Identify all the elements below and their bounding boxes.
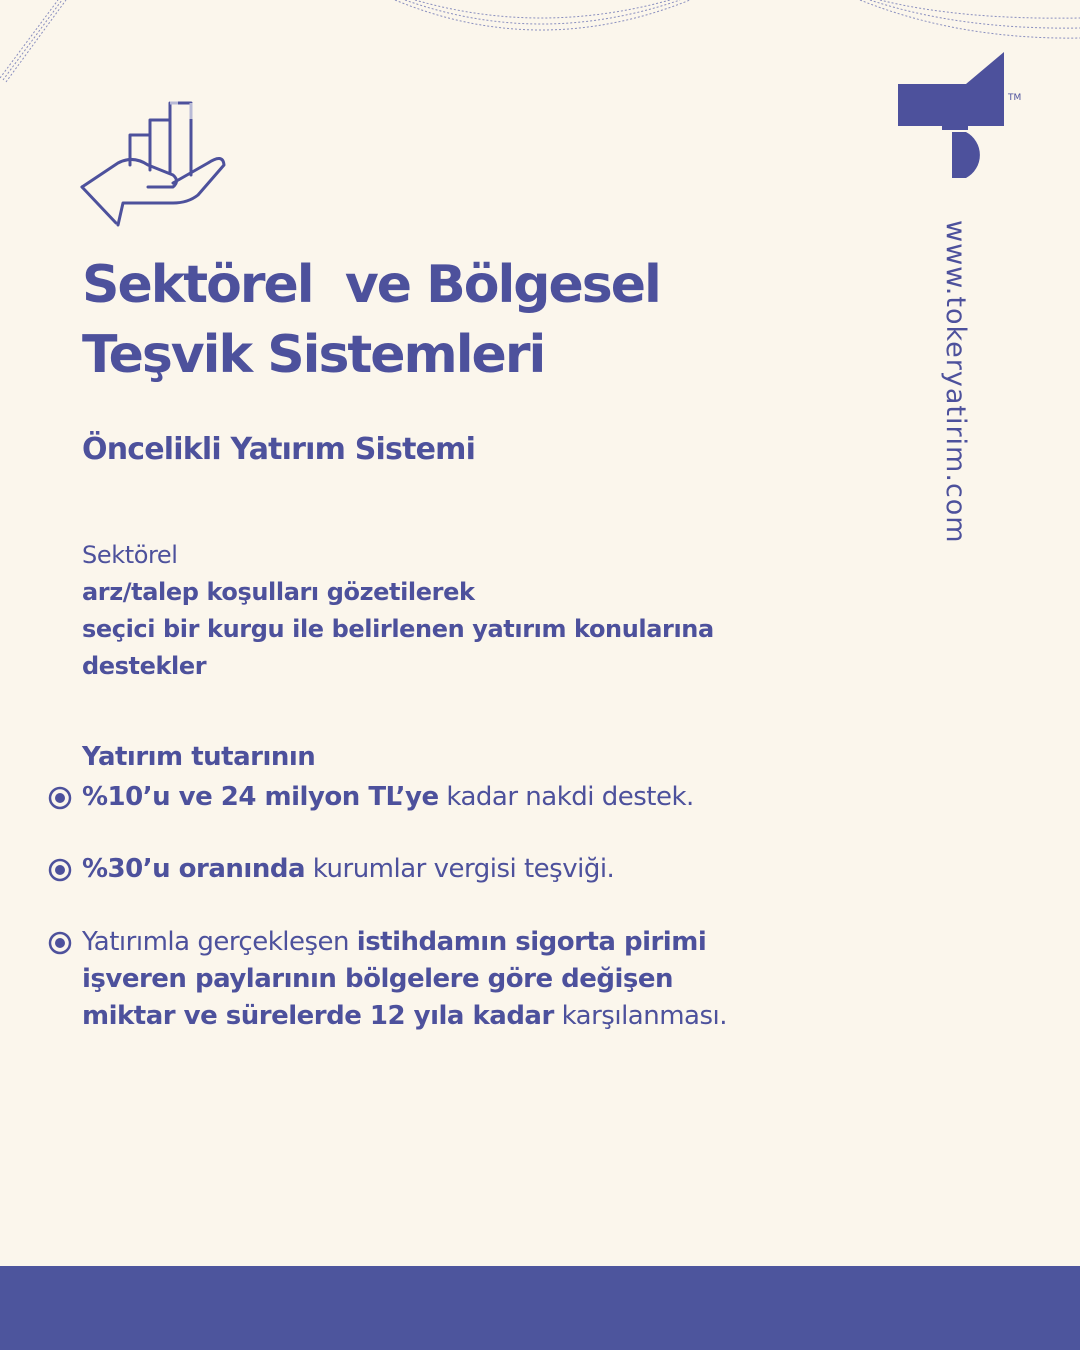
bullet-normal: Yatırımla gerçekleşen	[82, 927, 357, 957]
bullet-bold: istihdamın sigorta pirimi	[356, 927, 707, 957]
description-normal: Sektörel	[82, 541, 178, 569]
lead-text: Yatırım tutarının	[82, 742, 316, 772]
target-bullet-icon	[48, 931, 72, 955]
target-bullet-icon	[48, 786, 72, 810]
description-line-3: destekler	[82, 652, 207, 680]
hand-growth-chart-icon	[78, 95, 230, 230]
bullet-normal: kadar nakdi destek.	[438, 782, 694, 812]
bullet-bold: %30’u oranında	[82, 854, 305, 884]
page-title	[82, 250, 842, 390]
description-bold: arz/talep koşulları gözetilerek	[82, 578, 475, 606]
description-line-2: seçici bir kurgu ile belirlenen yatırım konularına	[82, 615, 714, 643]
trademark-label: TM	[1008, 93, 1022, 103]
brand-logo-icon	[896, 50, 1026, 182]
website-url: www.tokeryatirim.com	[940, 220, 971, 544]
bullet-normal: karşılanması.	[553, 1001, 727, 1031]
description	[82, 537, 822, 685]
title-line-1: Sektörel ve Bölgesel	[82, 255, 660, 315]
title-line-2: Teşvik Sistemleri	[82, 325, 545, 385]
bullet-bold: %10’u ve 24 milyon TL’ye	[82, 782, 439, 812]
bullet-line-2: işveren paylarının bölgelere göre değişen	[82, 964, 674, 994]
bullet-bold: miktar ve sürelerde 12 yıla kadar	[82, 1001, 554, 1031]
section-subtitle: Öncelikli Yatırım Sistemi	[82, 432, 476, 467]
footer-bar	[0, 1266, 1080, 1350]
bullet-normal: kurumlar vergisi teşviği.	[305, 854, 615, 884]
description-line-1	[82, 537, 822, 611]
target-bullet-icon	[48, 858, 72, 882]
